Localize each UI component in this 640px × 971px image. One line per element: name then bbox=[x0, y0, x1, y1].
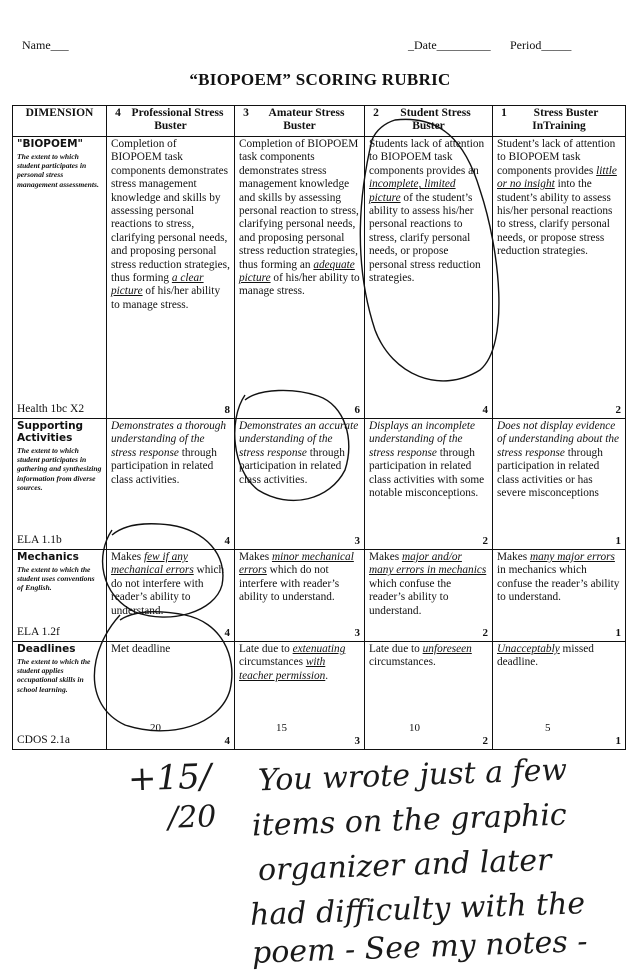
criteria-text: Completion of BIOPOEM task components demonstrates stress management knowledge and skills by assessing personal reaction to stress, clarifying personal needs, and proposing personal stress reduction strategies, thus forming an adequate picture of his/her ability to manage stress. bbox=[239, 138, 360, 298]
criteria-text: Makes many major errors in mechanics which confuse the reader’s ability to understand. bbox=[497, 551, 620, 604]
cell-score: 4 bbox=[224, 734, 230, 747]
cell-score: 2 bbox=[615, 403, 621, 416]
criteria-cell bbox=[365, 419, 493, 550]
dimension-name: Mechanics bbox=[17, 551, 79, 563]
column-header-4: 4 Professional Stress Buster bbox=[107, 106, 235, 137]
criteria-text: Makes major and/or many errors in mechanics which confuse the reader’s ability to understand. bbox=[369, 551, 487, 617]
cell-score: 3 bbox=[354, 734, 360, 747]
criteria-cell bbox=[365, 550, 493, 642]
cell-score: 8 bbox=[224, 403, 230, 416]
criteria-cell bbox=[107, 419, 235, 550]
dimension-cell bbox=[13, 419, 107, 550]
column-header-dimension: DIMENSION bbox=[13, 106, 107, 137]
criteria-text: Completion of BIOPOEM task components demonstrates stress management knowledge and skills by assessing personal reactions to stress, clarifying personal needs, and proposing personal stress reduction strategies, thus forming a clear picture of his/her ability to manage stress. bbox=[111, 138, 230, 311]
dimension-cell bbox=[13, 137, 107, 419]
handwritten-score: +15/ bbox=[127, 756, 212, 800]
column-totals bbox=[0, 722, 640, 736]
criteria-cell bbox=[107, 137, 235, 419]
dimension-name: Supporting Activities bbox=[17, 420, 84, 444]
criteria-cell bbox=[235, 137, 365, 419]
column-header-3: 3 Amateur Stress Buster bbox=[235, 106, 365, 137]
criteria-text: Does not display evidence of understanding about the stress response through participation in related class activities or has severe misconceptions bbox=[497, 420, 620, 500]
header-row bbox=[13, 106, 626, 137]
dimension-name: Deadlines bbox=[17, 643, 76, 655]
dimension-standard: ELA 1.1b bbox=[17, 533, 62, 546]
dimension-standard: ELA 1.2f bbox=[17, 625, 60, 638]
name-label: Name___ bbox=[22, 38, 69, 52]
row-mechanics bbox=[13, 550, 626, 642]
criteria-cell bbox=[493, 419, 626, 550]
dimension-description: The extent to which the student applies occupational skills in school learning. bbox=[17, 657, 91, 694]
cell-score: 4 bbox=[224, 534, 230, 547]
row-biopoem bbox=[13, 137, 626, 419]
handwritten-score-total: /20 bbox=[167, 799, 217, 836]
row-supporting-activities bbox=[13, 419, 626, 550]
handwritten-comment-line: items on the graphic bbox=[251, 797, 568, 844]
dimension-standard: CDOS 2.1a bbox=[17, 733, 71, 746]
column-header-2: 2 Student Stress Buster bbox=[365, 106, 493, 137]
dimension-standard: Health 1bc X2 bbox=[17, 402, 85, 415]
cell-score: 2 bbox=[482, 626, 488, 639]
handwritten-comment-line: organizer and later bbox=[257, 842, 552, 889]
criteria-cell bbox=[107, 550, 235, 642]
criteria-text: Students lack of attention to BIOPOEM task components provides an incomplete, limited picture of the student’s ability to assess his/her personal reactions to stress, clarify personal needs, or propose personal stress reduction strategies. bbox=[369, 138, 485, 285]
criteria-cell bbox=[493, 550, 626, 642]
dimension-description: The extent to which student participates in gathering and synthesizing information from diverse sources. bbox=[17, 446, 102, 492]
total-2: 10 bbox=[409, 722, 420, 734]
criteria-text: Makes minor mechanical errors which do not interfere with reader’s ability to understand. bbox=[239, 551, 354, 604]
dimension-description: The extent to which student participates in personal stress management assessments. bbox=[17, 152, 99, 189]
criteria-text: Met deadline bbox=[111, 643, 171, 655]
page-title: “BIOPOEM” SCORING RUBRIC bbox=[189, 70, 451, 89]
criteria-text: Student’s lack of attention to BIOPOEM task components provides little or no insight into the student’s ability to assess his/her personal reactions to stress, clarify personal needs, or propose stress reduction strategies. bbox=[497, 138, 617, 258]
cell-score: 4 bbox=[482, 403, 488, 416]
criteria-text: Demonstrates a thorough understanding of the stress response through participation in related class activities. bbox=[111, 420, 227, 486]
cell-score: 3 bbox=[354, 626, 360, 639]
date-label: _Date_________ bbox=[408, 38, 491, 52]
criteria-cell bbox=[235, 419, 365, 550]
cell-score: 3 bbox=[354, 534, 360, 547]
criteria-text: Makes few if any mechanical errors which do not interfere with reader’s ability to understand. bbox=[111, 551, 225, 617]
cell-score: 2 bbox=[482, 734, 488, 747]
criteria-text: Late due to unforeseen circumstances. bbox=[369, 643, 472, 669]
criteria-text: Demonstrates an accurate understanding of the stress response through participation in related class activities. bbox=[239, 420, 359, 486]
criteria-cell bbox=[493, 137, 626, 419]
dimension-name: "BIOPOEM" bbox=[17, 138, 84, 150]
rubric-table bbox=[12, 105, 626, 750]
criteria-cell bbox=[235, 550, 365, 642]
cell-score: 2 bbox=[482, 534, 488, 547]
criteria-text: Late due to extenuating circumstances with teacher permission. bbox=[239, 643, 346, 682]
criteria-text: Unacceptably missed deadline. bbox=[497, 643, 594, 669]
cell-score: 1 bbox=[615, 734, 621, 747]
cell-score: 1 bbox=[615, 626, 621, 639]
total-1: 5 bbox=[545, 722, 551, 734]
dimension-cell bbox=[13, 550, 107, 642]
handwritten-comment-line: had difficulty with the bbox=[249, 886, 586, 933]
total-3: 15 bbox=[276, 722, 287, 734]
criteria-text: Displays an incomplete understanding of the stress response through participation in related class activities with some notable misconceptions. bbox=[369, 420, 485, 500]
criteria-cell bbox=[365, 137, 493, 419]
column-header-1: 1 Stress Buster InTraining bbox=[493, 106, 626, 137]
period-label: Period_____ bbox=[510, 38, 572, 52]
dimension-description: The extent to which the student uses conventions of English. bbox=[17, 565, 95, 593]
total-4: 20 bbox=[150, 722, 161, 734]
cell-score: 1 bbox=[615, 534, 621, 547]
cell-score: 4 bbox=[224, 626, 230, 639]
handwritten-comment-line: poem - See my notes - bbox=[251, 924, 588, 971]
handwritten-comment-line: You wrote just a few bbox=[257, 752, 568, 799]
cell-score: 6 bbox=[354, 403, 360, 416]
